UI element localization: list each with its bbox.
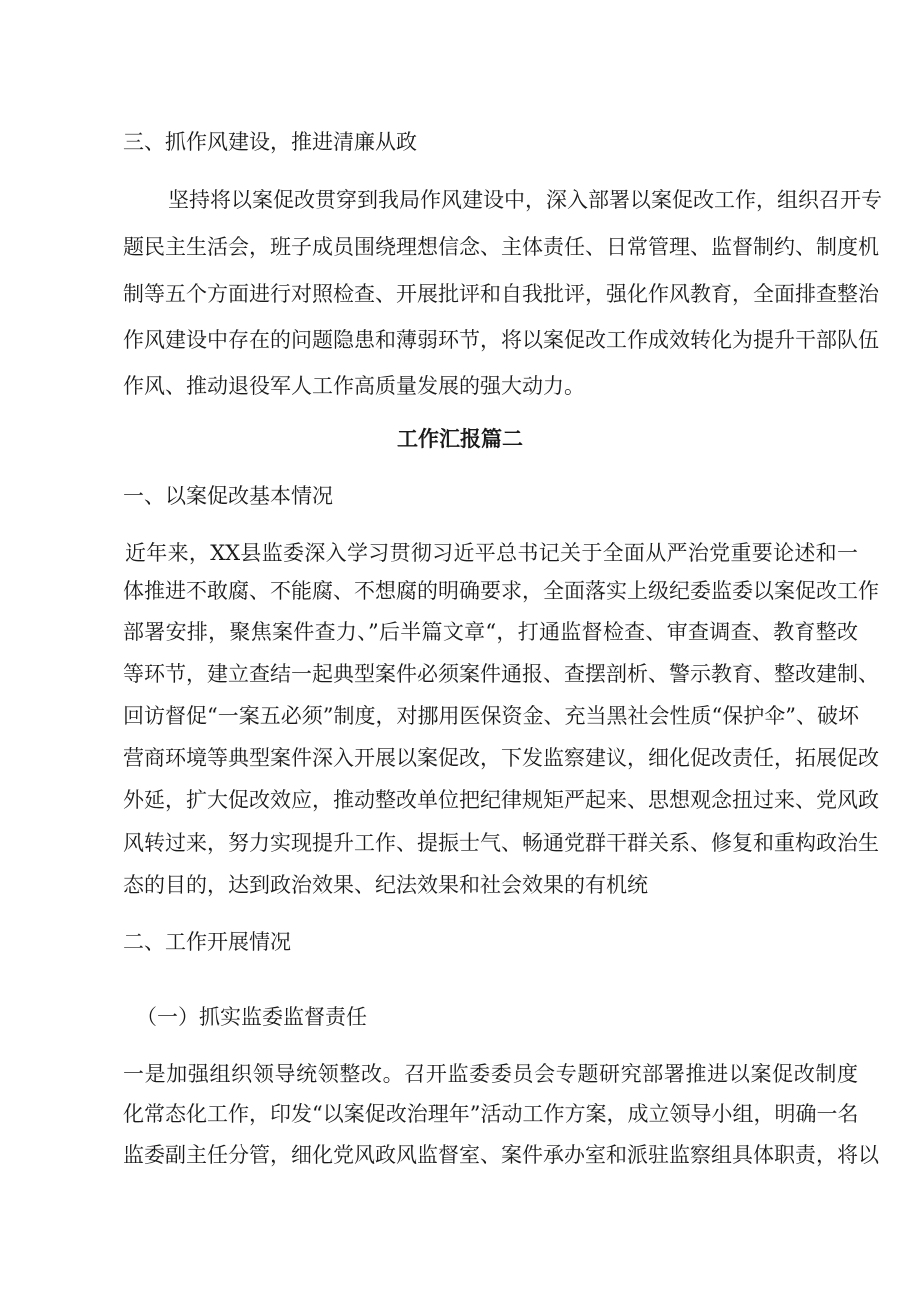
paragraph-line-text: 风转过来，努力实现提升工作、提振士气、畅通党群干群关系、修复和重构政治生 — [123, 831, 879, 855]
paragraph-line-text: 态的目的，达到政治效果、纪法效果和社会效果的有机统 — [123, 873, 648, 897]
paragraph-line-text: 制等五个方面进行对照检查、开展批评和自我批评，强化作风教育，全面排查整治 — [123, 282, 879, 306]
paragraph-line-text: 题民主生活会，班子成员围绕理想信念、主体责任、日常管理、监督制约、制度机 — [123, 235, 879, 259]
paragraph-line-text: 回访督促“一案五必须”制度，对挪用医保资金、充当黑社会性质“保护伞”、破坏 — [123, 704, 859, 728]
paragraph-line-text: 近年来，XX县监委深入学习贯彻习近平总书记关于全面从严治党重要论述和一 — [125, 541, 858, 565]
paragraph-line-text: 等环节，建立查结一起典型案件必须案件通报、查摆剖析、警示教育、整改建制、 — [123, 662, 879, 686]
paragraph-line-text: 外延，扩大促改效应，推动整改单位把纪律规矩严起来、思想观念扭过来、党风政 — [123, 788, 879, 812]
section-heading-text: 一、以案促改基本情况 — [123, 484, 333, 508]
subsection-heading-text: （一）抓实监委监督责任 — [136, 1005, 367, 1029]
paragraph-line-text: 作风、推动退役军人工作高质量发展的强大动力。 — [123, 374, 585, 398]
paragraph-line-text: 作风建设中存在的问题隐患和薄弱环节，将以案促改工作成效转化为提升干部队伍 — [123, 328, 879, 352]
paragraph-line-text: 化常态化工作，印发“以案促改治理年”活动工作方案，成立领导小组，明确一名 — [123, 1102, 859, 1126]
paragraph-line-text: 营商环境等典型案件深入开展以案促改，下发监察建议，细化促改责任，拓展促改 — [123, 746, 879, 770]
paragraph-line-text: 监委副主任分管，细化党风政风监督室、案件承办室和派驻监察组具体职责，将以 — [123, 1143, 879, 1167]
paragraph-line-text: 一是加强组织领导统领整改。召开监委委员会专题研究部署推进以案促改制度 — [123, 1062, 858, 1086]
paragraph-line-text: 坚持将以案促改贯穿到我局作风建设中，深入部署以案促改工作，组织召开专 — [168, 188, 882, 212]
document-title-text: 工作汇报篇二 — [397, 426, 523, 451]
section-heading-text: 二、工作开展情况 — [123, 930, 291, 954]
section-heading-text: 三、抓作风建设，推进清廉从政 — [123, 130, 417, 154]
paragraph-line-text: 体推进不敢腐、不能腐、不想腐的明确要求，全面落实上级纪委监委以案促改工作 — [123, 579, 879, 603]
paragraph-line-text: 部署安排，聚焦案件查力、”后半篇文章“，打通监督检查、审查调查、教育整改 — [123, 620, 858, 644]
